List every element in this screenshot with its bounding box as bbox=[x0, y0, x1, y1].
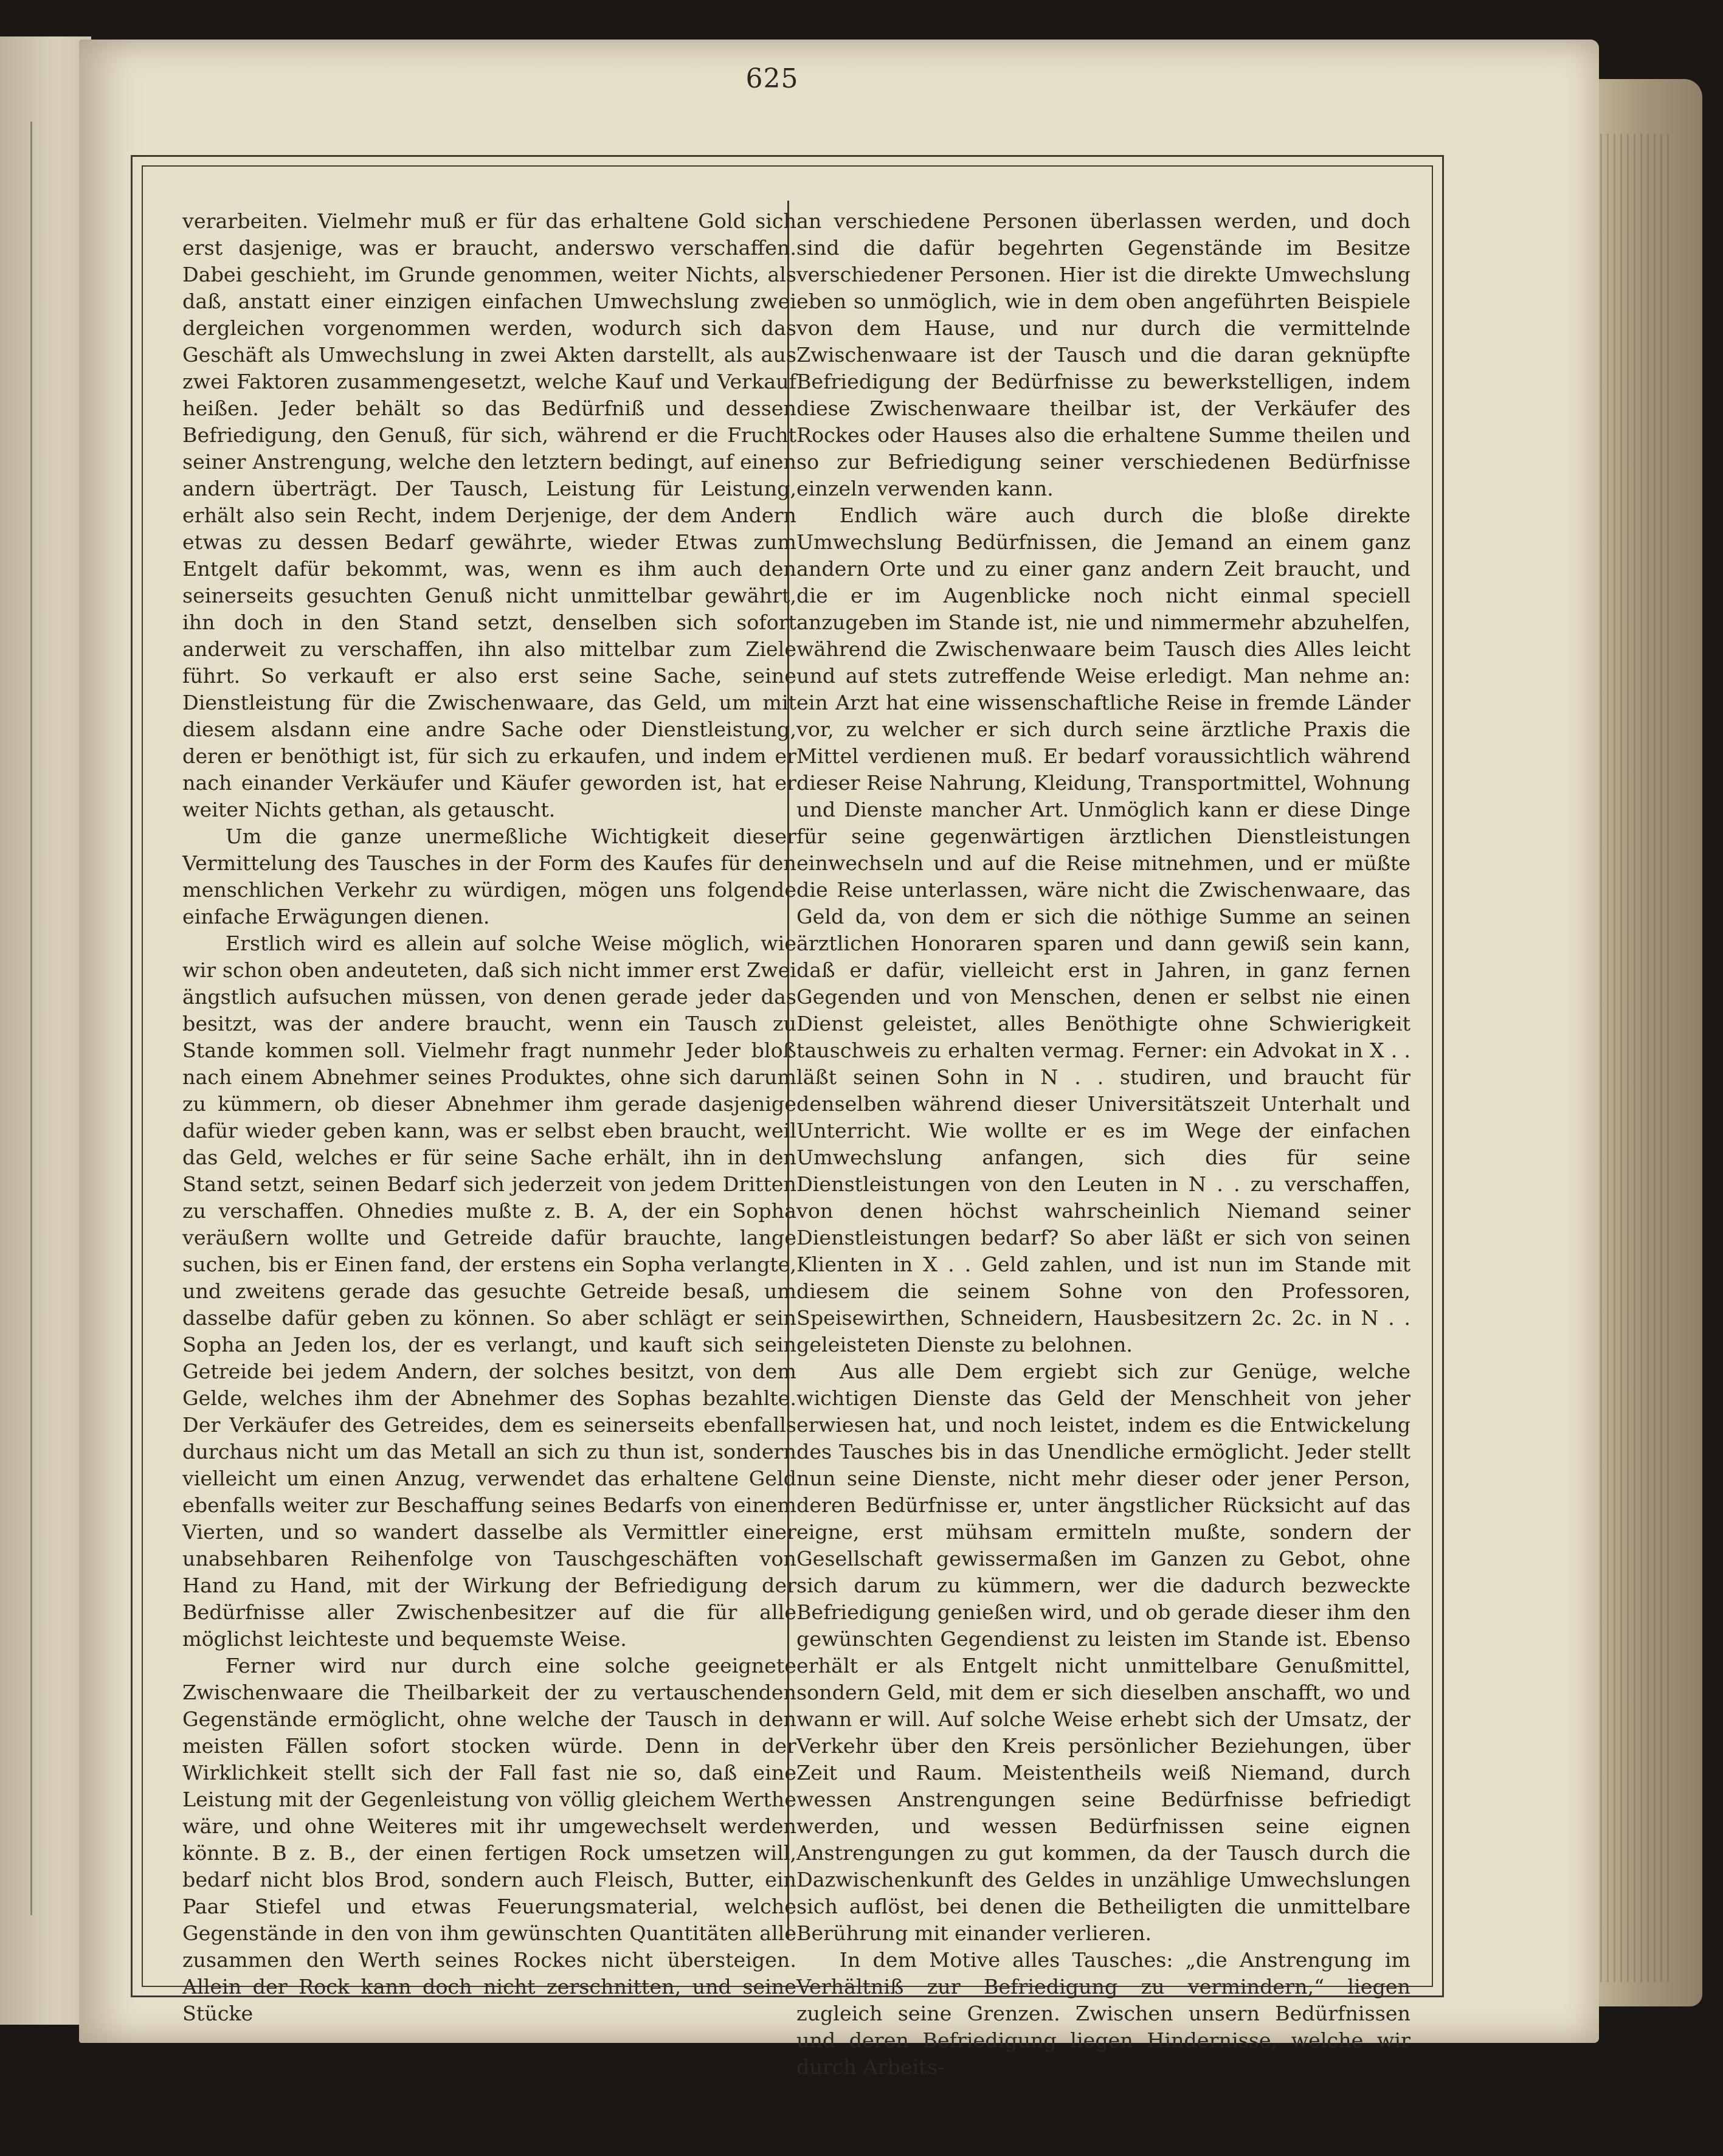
paragraph: In dem Motive alles Tausches: „die Anstrengung im Verhältniß zur Befriedigung zu vermindern,“ liegen zugleich seine Grenzen. Zwischen unsern Bedürfnissen und deren Befriedigung liegen Hindernisse, welche wir durch Arbeits- bbox=[796, 1948, 1411, 2079]
previous-page-edge bbox=[0, 36, 91, 2025]
paragraph: Ferner wird nur durch eine solche geeignete Zwischenwaare die Theilbarkeit der zu vertauschenden Gegenstände ermöglicht, ohne welche der Tausch in den meisten Fällen sofort stocken würde. Denn in der Wirklichkeit stellt sich der Fall fast nie so, daß eine Leistung mit der Gegenleistung von völlig gleichem Werthe wäre, und ohne Weiteres mit ihr umgewechselt werden könnte. B z. B., der einen fertigen Rock umsetzen will, bedarf nicht blos Brod, sondern auch Fleisch, Butter, ein Paar Stiefel und etwas Feuerungsmaterial, welche Gegenstände in den von ihm gewünschten Quantitäten alle zusammen den Werth seines Rockes nicht übersteigen. Allein der Rock kann doch nicht zerschnitten, und seine Stücke bbox=[182, 1654, 796, 2025]
previous-page-rule bbox=[30, 122, 32, 1915]
paragraph: Endlich wäre auch durch die bloße direkte Umwechslung Bedürfnissen, die Jemand an einem ganz andern Orte und zu einer ganz andern Zeit braucht, und die er im Augenblicke noch nicht einmal speciell anzugeben im Stande ist, nie und nimmermehr abzuhelfen, während die Zwischenwaare beim Tausch dies Alles leicht und auf stets zutreffende Weise erledigt. Man nehme an: ein Arzt hat eine wissenschaftliche Reise in fremde Länder vor, zu welcher er sich durch seine ärztliche Praxis die Mittel verdienen muß. Er bedarf voraussichtlich während dieser Reise Nahrung, Kleidung, Transportmittel, Wohnung und Dienste mancher Art. Unmöglich kann er diese Dinge für seine gegenwärtigen ärztlichen Dienstleistungen einwechseln und auf die Reise mitnehmen, und er müßte die Reise unterlassen, wäre nicht die Zwischenwaare, das Geld da, von dem er sich die nöthige Summe an seinen ärztlichen Honoraren sparen und dann gewiß sein kann, daß er dafür, vielleicht erst in Jahren, in ganz fernen Gegenden und von Menschen, denen er selbst nie einen Dienst geleistet, alles Benöthigte ohne Schwierigkeit tauschweis zu erhalten vermag. Ferner: ein Advokat in X . . läßt seinen Sohn in N . . studiren, und braucht für denselben während dieser Universitätszeit Unterhalt und Unterricht. Wie wollte er es im Wege der einfachen Umwechslung anfangen, sich dies für seine Dienstleistungen von den Leuten in N . . zu verschaffen, von denen höchst wahrscheinlich Niemand seiner Dienstleistungen bedarf? So aber läßt er sich von seinen Klienten in X . . Geld zahlen, und ist nun im Stande mit diesem die seinem Sohne von den Professoren, Speisewirthen, Schneidern, Hausbesitzern 2c. 2c. in N . . geleisteten Dienste zu belohnen. bbox=[796, 503, 1411, 1356]
paragraph: Erstlich wird es allein auf solche Weise möglich, wie wir schon oben andeuteten, daß sich nicht immer erst Zwei ängstlich aufsuchen müssen, von denen gerade jeder das besitzt, was der andere braucht, wenn ein Tausch zu Stande kommen soll. Vielmehr fragt nunmehr Jeder bloß nach einem Abnehmer seines Produktes, ohne sich darum zu kümmern, ob dieser Abnehmer ihm gerade dasjenige dafür wieder geben kann, was er selbst eben braucht, weil das Geld, welches er für seine Sache erhält, ihn in den Stand setzt, seinen Bedarf sich jederzeit von jedem Dritten zu verschaffen. Ohnedies mußte z. B. A, der ein Sopha veräußern wollte und Getreide dafür brauchte, lange suchen, bis er Einen fand, der erstens ein Sopha verlangte, und zweitens gerade das gesuchte Getreide besaß, um dasselbe dafür geben zu können. So aber schlägt er sein Sopha an Jeden los, der es verlangt, und kauft sich sein Getreide bei jedem Andern, der solches besitzt, von dem Gelde, welches ihm der Abnehmer des Sophas bezahlte. Der Verkäufer des Getreides, dem es seinerseits ebenfalls durchaus nicht um das Metall an sich zu thun ist, sondern vielleicht um einen Anzug, verwendet das erhaltene Geld ebenfalls weiter zur Beschaffung seines Bedarfs von einem Vierten, und so wandert dasselbe als Vermittler einer unabsehbaren Reihenfolge von Tauschgeschäften von Hand zu Hand, mit der Wirkung der Befriedigung der Bedürfnisse aller Zwischenbesitzer auf die für alle möglichst leichteste und bequemste Weise. bbox=[182, 931, 796, 1651]
left-column bbox=[182, 208, 796, 2027]
book-page-edges-texture bbox=[1587, 134, 1672, 1982]
right-column bbox=[796, 208, 1411, 2081]
page-number: 625 bbox=[745, 63, 799, 94]
paragraph: Um die ganze unermeßliche Wichtigkeit dieser Vermittelung des Tausches in der Form des Kaufes für den menschlichen Verkehr zu würdigen, mögen uns folgende einfache Erwägungen dienen. bbox=[182, 824, 796, 928]
paragraph: verarbeiten. Vielmehr muß er für das erhaltene Gold sich erst dasjenige, was er braucht, anderswo verschaffen. Dabei geschieht, im Grunde genommen, weiter Nichts, als daß, anstatt einer einzigen einfachen Umwechslung zwei dergleichen vorgenommen werden, wodurch sich das Geschäft als Umwechslung in zwei Akten darstellt, als aus zwei Faktoren zusammengesetzt, welche Kauf und Verkauf heißen. Jeder behält so das Bedürfniß und dessen Befriedigung, den Genuß, für sich, während er die Frucht seiner Anstrengung, welche den letztern bedingt, auf einen andern überträgt. Der Tausch, Leistung für Leistung, erhält also sein Recht, indem Derjenige, der dem Andern etwas zu dessen Bedarf gewährte, wieder Etwas zum Entgelt dafür bekommt, was, wenn es ihm auch den seinerseits gesuchten Genuß nicht unmittelbar gewährt, ihn doch in den Stand setzt, denselben sich sofort anderweit zu verschaffen, ihn also mittelbar zum Ziele führt. So verkauft er also erst seine Sache, seine Dienstleistung für die Zwischenwaare, das Geld, um mit diesem alsdann eine andre Sache oder Dienstleistung, deren er benöthigt ist, für sich zu erkaufen, und indem er nach einander Verkäufer und Käufer geworden ist, hat er weiter Nichts gethan, als getauscht. bbox=[182, 209, 796, 821]
paragraph: an verschiedene Personen überlassen werden, und doch sind die dafür begehrten Gegenstände im Besitze verschiedener Personen. Hier ist die direkte Umwechslung eben so unmöglich, wie in dem oben angeführten Beispiele von dem Hause, und nur durch die vermittelnde Zwischenwaare ist der Tausch und die daran geknüpfte Befriedigung der Bedürfnisse zu bewerkstelligen, indem diese Zwischenwaare theilbar ist, der Verkäufer des Rockes oder Hauses also die erhaltene Summe theilen und so zur Befriedigung seiner verschiedenen Bedürfnisse einzeln verwenden kann. bbox=[796, 209, 1411, 500]
paragraph: Aus alle Dem ergiebt sich zur Genüge, welche wichtigen Dienste das Geld der Menschheit von jeher erwiesen hat, und noch leistet, indem es die Entwickelung des Tausches bis in das Unendliche ermöglicht. Jeder stellt nun seine Dienste, nicht mehr dieser oder jener Person, deren Bedürfnisse er, unter ängstlicher Rücksicht auf das eigne, erst mühsam ermitteln mußte, sondern der Gesellschaft gewissermaßen im Ganzen zu Gebot, ohne sich darum zu kümmern, wer die dadurch bezweckte Befriedigung genießen wird, und ob gerade dieser ihm den gewünschten Gegendienst zu leisten im Stande ist. Ebenso erhält er als Entgelt nicht unmittelbare Genußmittel, sondern Geld, mit dem er sich dieselben anschafft, wo und wann er will. Auf solche Weise erhebt sich der Umsatz, der Verkehr über den Kreis persönlicher Beziehungen, über Zeit und Raum. Meistentheils weiß Niemand, durch wessen Anstrengungen seine Bedürfnisse befriedigt werden, und wessen Bedürfnissen seine eignen Anstrengungen zu gut kommen, da der Tausch durch die Dazwischenkunft des Geldes in unzählige Umwechslungen sich auflöst, bei denen die Betheiligten die unmittelbare Berührung mit einander verlieren. bbox=[796, 1360, 1411, 1945]
